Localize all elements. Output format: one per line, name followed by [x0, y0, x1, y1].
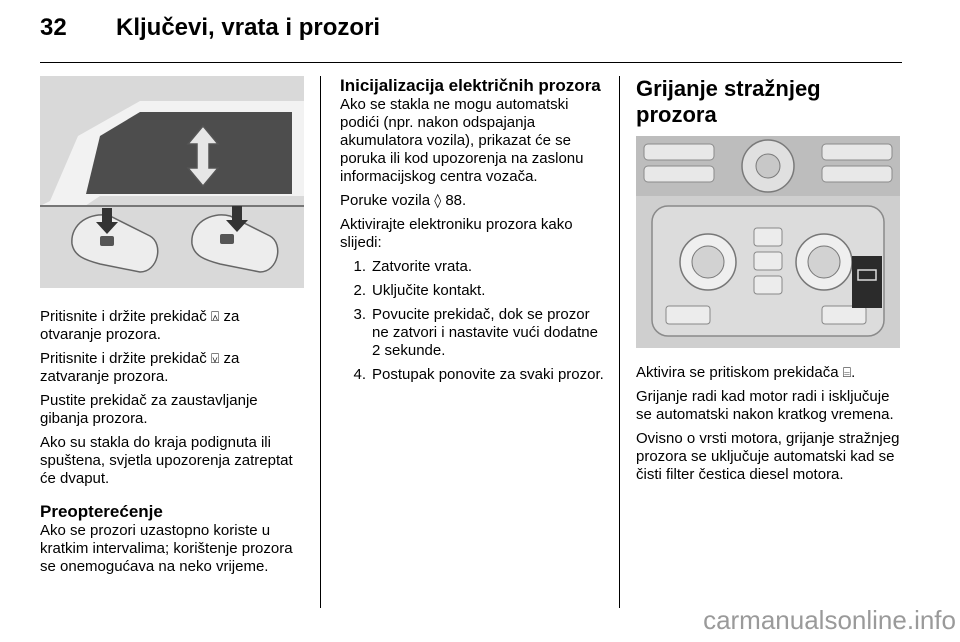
step-item: 2. Uključite kontakt. — [353, 282, 486, 299]
warning-lights-note: Ako su stakla do kraja podignuta ili spuštena, svjetla upozorenja zatreptat će dvaput. — [40, 434, 293, 487]
window-close-icon: ⍌ — [210, 351, 220, 367]
car-key-window-illustration — [40, 76, 304, 288]
page-header-title: Ključevi, vrata i prozori — [116, 14, 381, 41]
rear-defrost-icon: ⌸ — [842, 365, 852, 381]
rear-heating-auto-off: Grijanje radi kad motor radi i isključuje se automatski nakon kratkog vremena. — [636, 388, 894, 423]
column-divider-2 — [619, 76, 620, 608]
activation-steps — [340, 258, 608, 384]
page-reference-icon: ◊ — [434, 193, 442, 209]
step-item: 4. Postupak ponovite za svaki prozor. — [353, 366, 604, 383]
overload-text: Ako se prozori uzastopno koriste u kratkim intervalima; korištenje prozora se onemogućava na neko vrijeme. — [40, 522, 293, 575]
window-open-icon: ⍓ — [210, 309, 220, 325]
step-item: 1. Zatvorite vrata. — [353, 258, 473, 275]
activation-intro: Aktivirajte elektroniku prozora kako slijedi: — [340, 216, 573, 251]
close-window-instruction: Pritisnite i držite prekidač ⍌ za zatvaranje prozora. — [40, 350, 240, 385]
page-number: 32 — [40, 14, 67, 41]
stop-window-instruction: Pustite prekidač za zaustavljanje gibanja prozora. — [40, 392, 258, 427]
column-rear-window-heating — [636, 76, 906, 490]
header-rule — [40, 62, 902, 63]
watermark: carmanualsonline.info — [703, 605, 956, 635]
rear-heating-activation: Aktivira se pritiskom prekidača ⌸. — [636, 364, 856, 381]
overload-heading: Preopterećenje — [40, 502, 163, 521]
rear-heating-diesel-note: Ovisno o vrsti motora, grijanje stražnjeg prozora se uključuje automatski kad se čisti filter čestica diesel motora. — [636, 430, 900, 483]
climate-panel-illustration — [636, 136, 900, 348]
rear-heating-heading: Grijanje stražnjeg prozora — [636, 76, 821, 127]
open-window-instruction: Pritisnite i držite prekidač ⍓ za otvaranje prozora. — [40, 308, 240, 343]
vehicle-messages-ref: Poruke vozila ◊ 88. — [340, 192, 467, 209]
column-divider-1 — [320, 76, 321, 608]
initialization-heading: Inicijalizacija električnih prozora — [340, 76, 601, 95]
column-window-operation — [40, 76, 304, 582]
column-window-initialization — [340, 76, 608, 390]
initialization-intro: Ako se stakla ne mogu automatski podići (npr. nakon odspajanja akumulatora vozila), prikazat će se poruka ili kod upozorenja na zaslonu informacijskog centra vozača. — [340, 96, 584, 185]
step-item: 3. Povucite prekidač, dok se prozor ne zatvori i nastavite vući dodatne 2 sekunde. — [353, 306, 598, 359]
